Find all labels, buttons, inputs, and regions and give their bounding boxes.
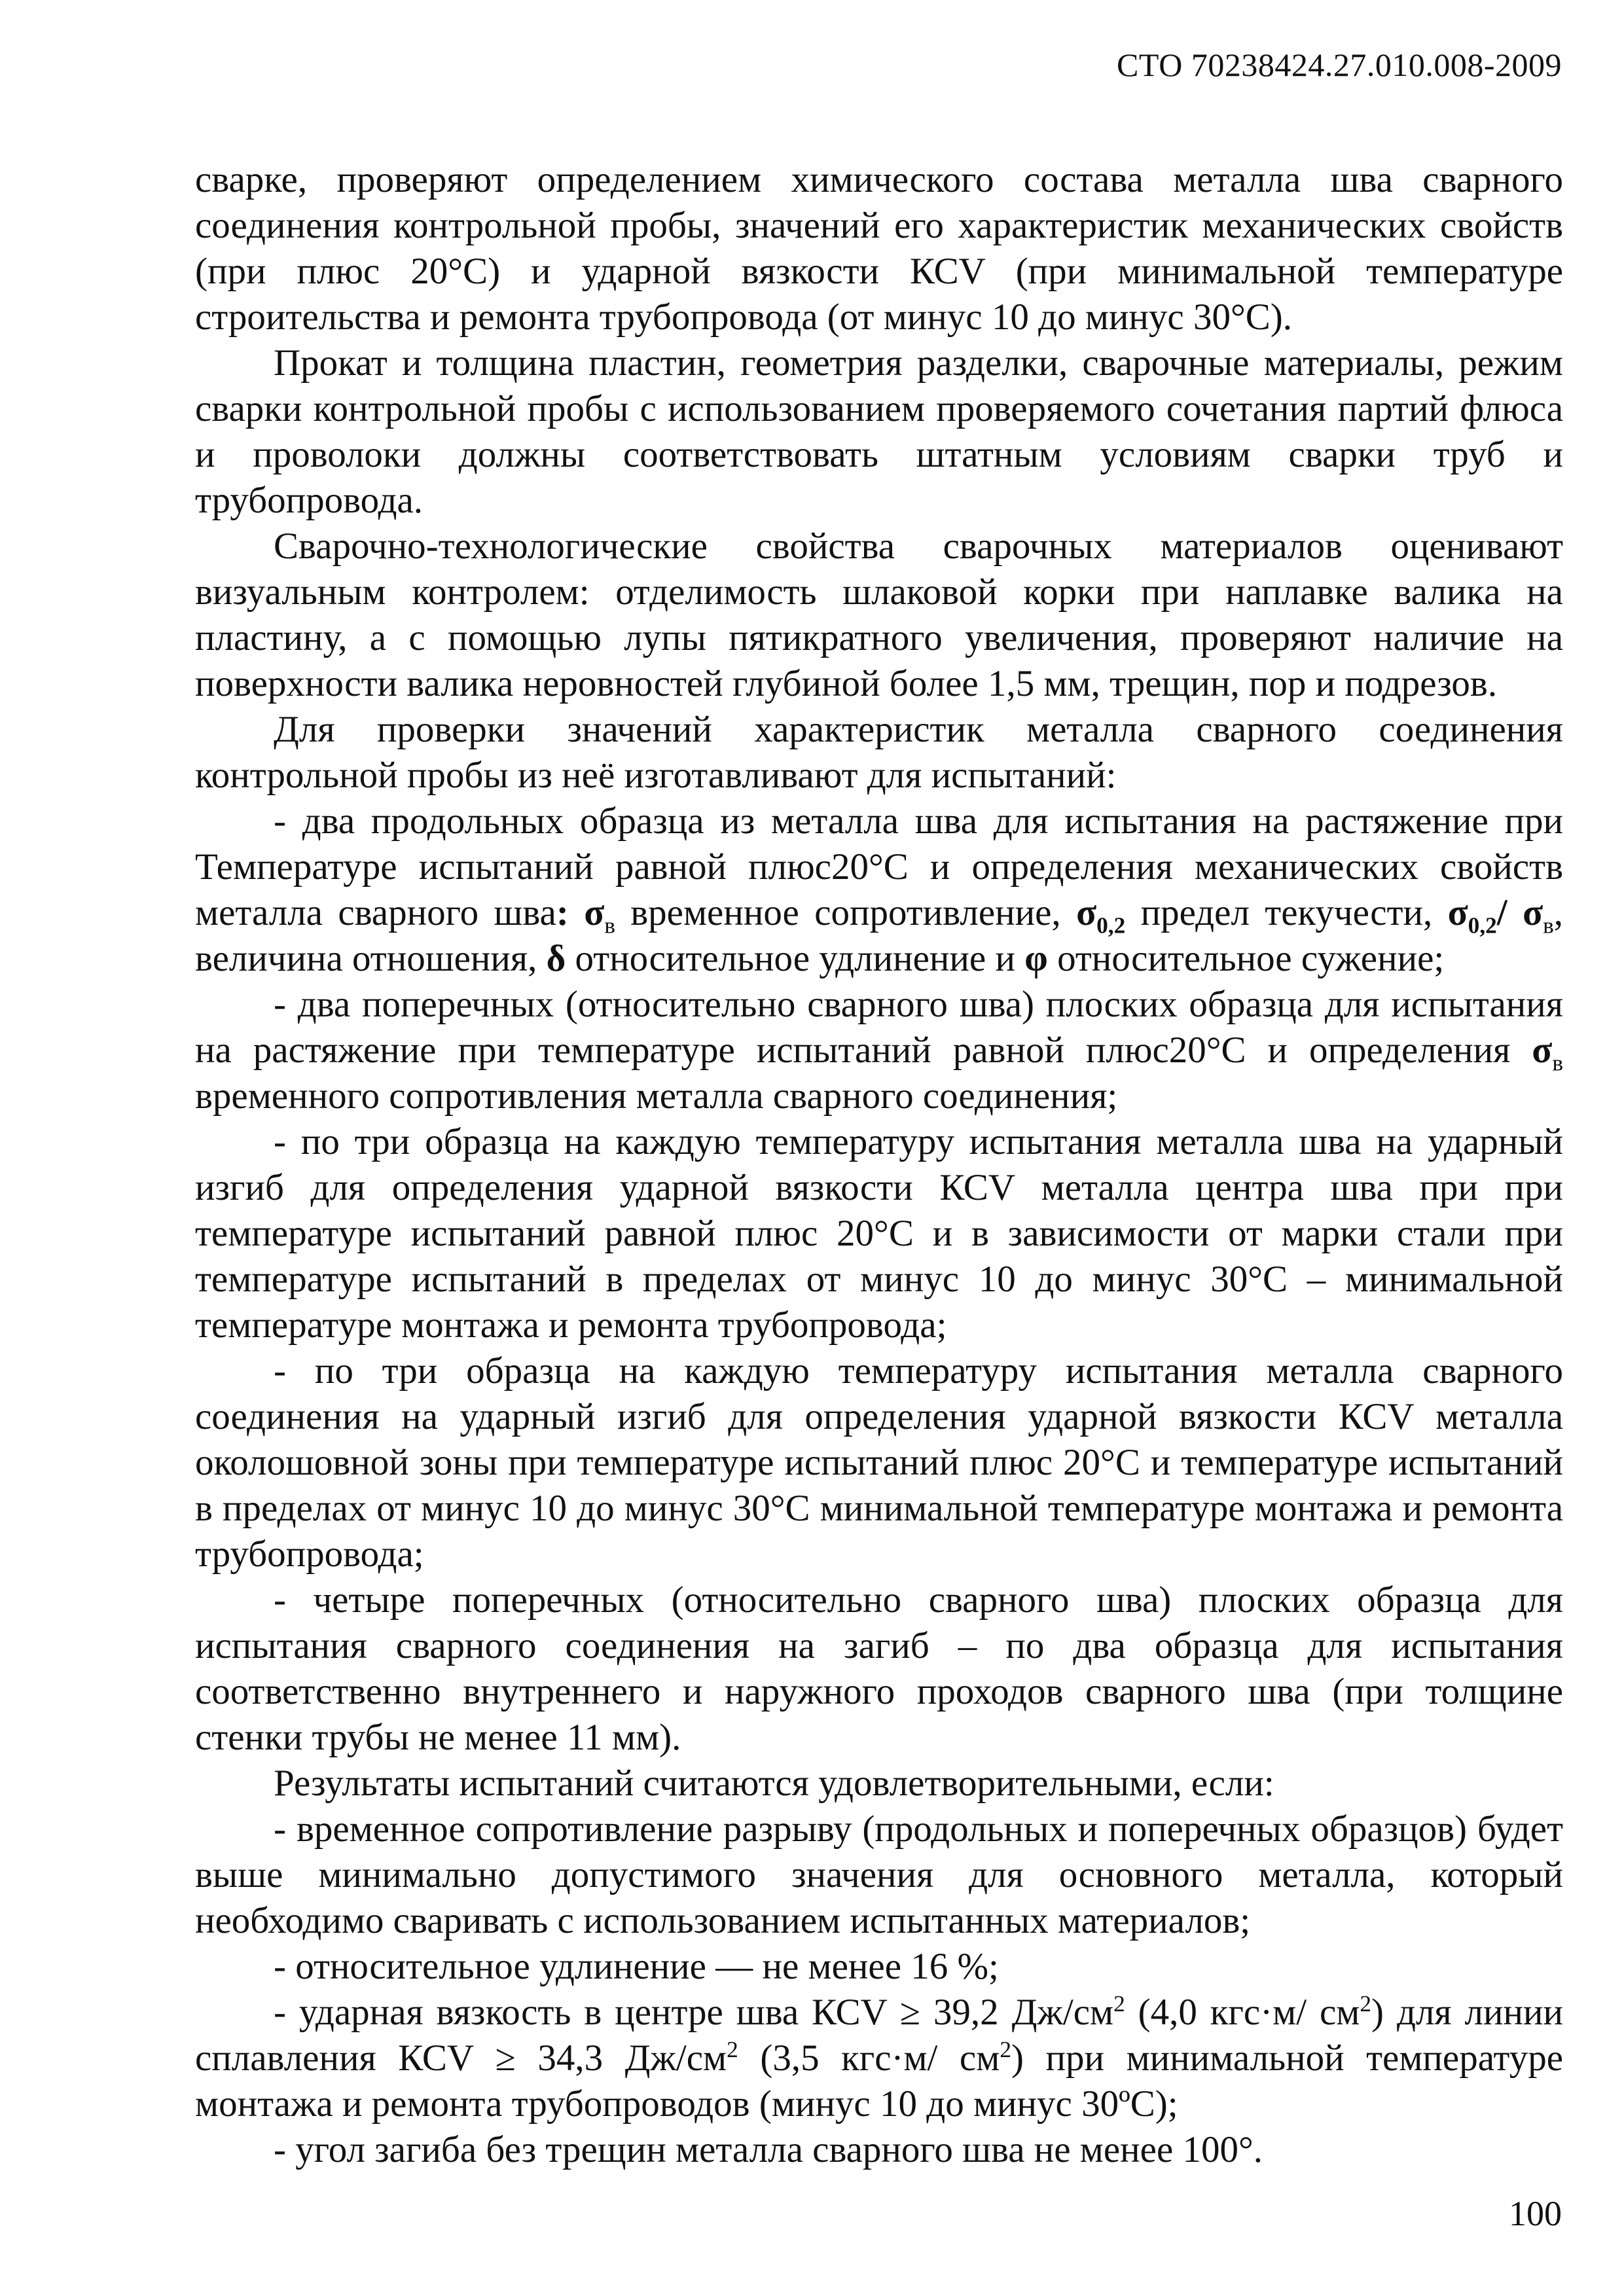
document-code-header: СТО 70238424.27.010.008-2009 — [1117, 46, 1562, 83]
paragraph-continuation: сварке, проверяют определением химического состава металла шва сварного соединения контрольной пробы, значений его характеристик механических свойств (при плюс 20°С) и ударной вязкости КСV (при минимальной температуре строительства и ремонта трубопровода (от минус 10 до минус 30°С). — [195, 159, 1563, 338]
page-number: 100 — [1509, 2194, 1562, 2233]
document-body — [195, 157, 1563, 2173]
list-item-bend-samples: - четыре поперечных (относительно сварного шва) плоских образца для испытания сварного соединения на загиб – по два образца для испытания соответственно внутреннего и наружного проходов сварного шва (при толщине стенки трубы не менее 11 мм). — [195, 1579, 1563, 1758]
list-item-transverse-samples: - два поперечных (относительно сварного шва) плоских образца для испытания на растяжение при температуре испытаний равной плюс20°С и определения $\sigma_в$ временного сопротивления металла сварного соединения; — [195, 984, 1563, 1117]
paragraph-results-intro: Результаты испытаний считаются удовлетворительными, если: — [274, 1763, 1274, 1804]
result-item-impact: - ударная вязкость в центре шва КСV ≥ 39,2 $Дж/см^2$ (4,0 кгс·м/ $см^2$) для линии сплавления КСV ≥ 34,3 $Дж/см^2$ (3,5 кгс·м/ $см^2$) при минимальной температуре монтажа и ремонта трубопроводов (минус 10 до минус 30ºС); — [195, 1991, 1563, 2125]
list-item-impact-weld-center: - по три образца на каждую температуру испытания металла шва на ударный изгиб для определения ударной вязкости КСV металла центра шва при при температуре испытаний равной плюс 20°С и в зависимости от марки стали при температуре испытаний в пределах от минус 10 до минус 30°С – минимальной температуре монтажа и ремонта трубопровода; — [195, 1121, 1563, 1346]
result-item-elongation: - относительное удлинение — не менее 16 %; — [274, 1946, 999, 1987]
paragraph-visual-control: Сварочно-технологические свойства сварочных материалов оценивают визуальным контролем: отделимость шлаковой корки при наплавке валика на пластину, а с помощью лупы пятикратного увеличения, проверяют наличие на поверхности валика неровностей глубиной более 1,5 мм, трещин, пор и подрезов. — [195, 526, 1563, 704]
paragraph-materials: Прокат и толщина пластин, геометрия разделки, сварочные материалы, режим сварки контрольной пробы с использованием проверяемого сочетания партий флюса и проволоки должны соответствовать штатным условиям сварки труб и трубопровода. — [195, 342, 1563, 521]
list-item-impact-haz: - по три образца на каждую температуру испытания металла сварного соединения на ударный изгиб для определения ударной вязкости КСV металла околошовной зоны при температуре испытаний плюс 20°С и температуре испытаний в пределах от минус 10 до минус 30°С минимальной температуре монтажа и ремонта трубопровода; — [195, 1350, 1563, 1575]
result-item-tensile: - временное сопротивление разрыву (продольных и поперечных образцов) будет выше минимально допустимого значения для основного металла, который необходимо сваривать с использованием испытанных материалов; — [195, 1808, 1563, 1941]
paragraph-samples-intro: Для проверки значений характеристик металла сварного соединения контрольной пробы из неё изготавливают для испытаний: — [195, 709, 1563, 796]
result-item-bend-angle: - угол загиба без трещин металла сварного шва не менее 100°. — [274, 2129, 1263, 2170]
list-item-longitudinal-samples: - два продольных образца из металла шва для испытания на растяжение при Температуре испытаний равной плюс20°С и определения механических свойств металла сварного шва: $\sigma_в$ временное сопротивление, $\sigma_{0,2}$ предел текучести, $\sigma_{0,2}/$ $\sigma_в$, величина отношения, δ относительное удлинение и φ относительное сужение; — [195, 800, 1564, 979]
